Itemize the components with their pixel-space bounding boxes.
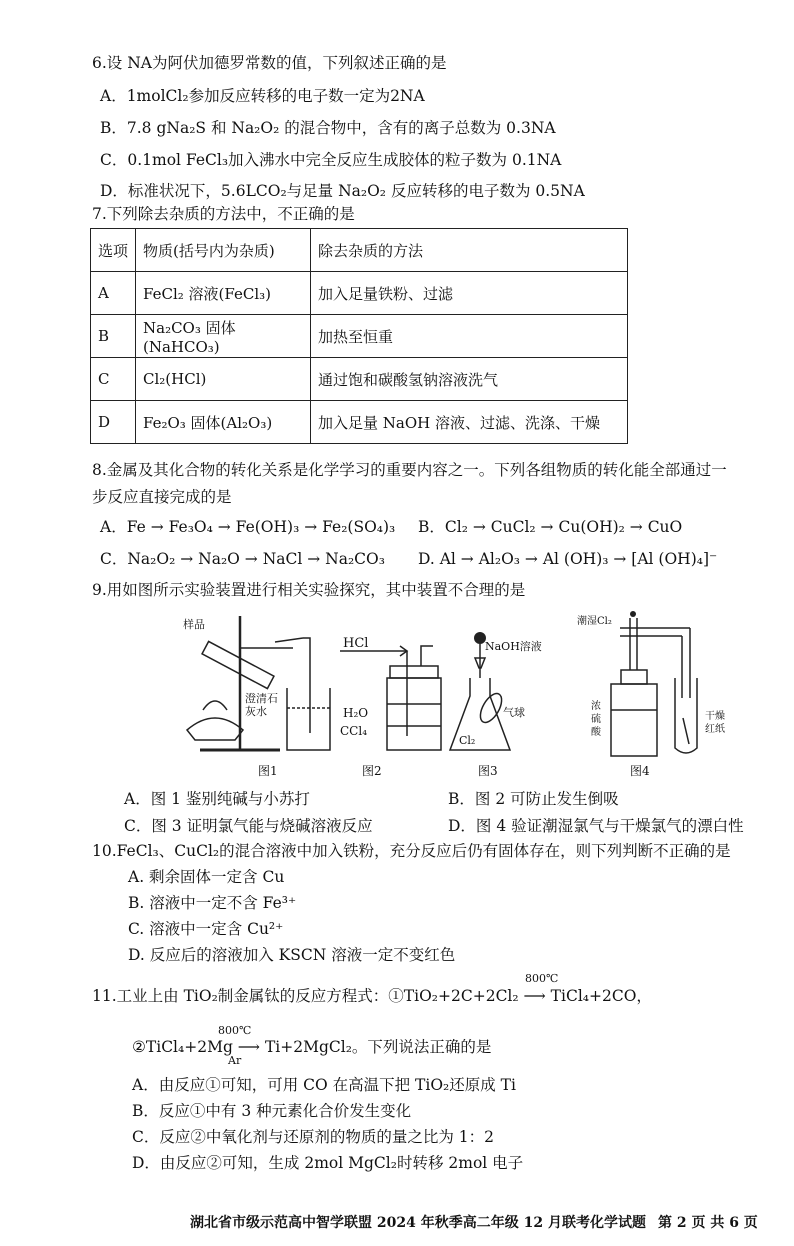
table-header-row xyxy=(91,229,628,272)
q6-option-a: A．1molCl₂参加反应转移的电子数一定为2NA xyxy=(100,87,425,105)
q8-option-c: C．Na₂O₂ → Na₂O → NaCl → Na₂CO₃ xyxy=(100,550,385,568)
q7-table xyxy=(90,228,628,444)
table-row xyxy=(91,272,628,315)
q8-option-d: D. Al → Al₂O₃ → Al (OH)₃ → [Al (OH)₄]⁻ xyxy=(418,550,718,568)
q11-condition-1: 800℃ xyxy=(525,972,559,985)
table-header-cell: 选项 xyxy=(91,229,136,272)
label-hcl: HCl xyxy=(343,636,369,651)
table-cell: 加入足量铁粉、过滤 xyxy=(311,272,628,315)
caption-fig2: 图2 xyxy=(362,764,382,778)
q11-option-a: A．由反应①可知，可用 CO 在高温下把 TiO₂还原成 Ti xyxy=(132,1076,516,1094)
table-cell: D xyxy=(91,401,136,444)
label-h2o: H₂O xyxy=(343,706,369,720)
table-cell: 通过饱和碳酸氢钠溶液洗气 xyxy=(311,358,628,401)
table-cell: 加入足量 NaOH 溶液、过滤、洗涤、干燥 xyxy=(311,401,628,444)
table-row xyxy=(91,315,628,358)
table-cell: 加热至恒重 xyxy=(311,315,628,358)
table-cell: C xyxy=(91,358,136,401)
q9-apparatus-figure xyxy=(175,608,755,778)
q10-option-c: C. 溶液中一定含 Cu²⁺ xyxy=(128,920,284,938)
label-wet-cl2: 潮湿Cl₂ xyxy=(577,616,612,627)
footer-title: 湖北省市级示范高中智学联盟 2024 年秋季高二年级 12 月联考化学试题 xyxy=(190,1215,646,1231)
q11-equation-2: ②TiCl₄+2Mg ⟶ Ti+2MgCl₂。下列说法正确的是 xyxy=(132,1038,492,1056)
table-header-cell: 除去杂质的方法 xyxy=(311,229,628,272)
q10-option-a: A. 剩余固体一定含 Cu xyxy=(128,868,285,886)
table-row xyxy=(91,401,628,444)
q10-option-b: B. 溶液中一定不含 Fe³⁺ xyxy=(128,894,297,912)
q9-option-c: C．图 3 证明氯气能与烧碱溶液反应 xyxy=(124,817,373,835)
label-balloon: 气球 xyxy=(503,706,525,719)
table-cell: Na₂CO₃ 固体(NaHCO₃) xyxy=(136,315,311,358)
q11-option-c: C．反应②中氧化剂与还原剂的物质的量之比为 1：2 xyxy=(132,1128,495,1146)
q11-condition-2-top: 800℃ xyxy=(218,1024,252,1037)
table-row xyxy=(91,358,628,401)
q10-stem: 10.FeCl₃、CuCl₂的混合溶液中加入铁粉，充分反应后仍有固体存在，则下列判断不正确的是 xyxy=(92,842,731,860)
label-naoh: NaOH溶液 xyxy=(485,640,542,653)
table-cell: A xyxy=(91,272,136,315)
q8-stem-line1: 8.金属及其化合物的转化关系是化学学习的重要内容之一。下列各组物质的转化能全部通过一 xyxy=(92,461,727,479)
q9-option-d: D．图 4 验证潮湿氯气与干燥氯气的漂白性 xyxy=(448,817,744,835)
label-ccl4: CCl₄ xyxy=(340,724,368,738)
table-cell: Fe₂O₃ 固体(Al₂O₃) xyxy=(136,401,311,444)
caption-fig3: 图3 xyxy=(478,764,498,778)
q11-option-b: B．反应①中有 3 种元素化合价发生变化 xyxy=(132,1102,412,1120)
q6-stem: 6.设 NA为阿伏加德罗常数的值，下列叙述正确的是 xyxy=(92,54,447,72)
q8-option-a: A．Fe → Fe₃O₄ → Fe(OH)₃ → Fe₂(SO₄)₃ xyxy=(100,518,396,536)
q7-stem: 7.下列除去杂质的方法中，不正确的是 xyxy=(92,205,355,223)
q6-option-d: D．标准状况下，5.6LCO₂与足量 Na₂O₂ 反应转移的电子数为 0.5NA xyxy=(100,182,585,200)
q8-stem-line2: 步反应直接完成的是 xyxy=(92,488,232,506)
q6-option-b: B．7.8 gNa₂S 和 Na₂O₂ 的混合物中，含有的离子总数为 0.3NA xyxy=(100,119,556,137)
page-number: 第 2 页 共 6 页 xyxy=(657,1215,758,1231)
caption-fig1: 图1 xyxy=(258,764,278,778)
label-dry-paper: 干燥红纸 xyxy=(705,711,725,735)
caption-fig4: 图4 xyxy=(630,764,650,778)
table-cell: FeCl₂ 溶液(FeCl₃) xyxy=(136,272,311,315)
q9-stem: 9.用如图所示实验装置进行相关实验探究，其中装置不合理的是 xyxy=(92,581,526,599)
q10-option-d: D. 反应后的溶液加入 KSCN 溶液一定不变红色 xyxy=(128,946,456,964)
label-sample: 样品 xyxy=(183,618,205,631)
q11-stem: 11.工业上由 TiO₂制金属钛的反应方程式：①TiO₂+2C+2Cl₂ ⟶ TiCl₄+2CO， xyxy=(92,987,652,1005)
q11-option-d: D．由反应②可知，生成 2mol MgCl₂时转移 2mol 电子 xyxy=(132,1154,524,1172)
table-cell: B xyxy=(91,315,136,358)
q6-option-c: C．0.1mol FeCl₃加入沸水中完全反应生成胶体的粒子数为 0.1NA xyxy=(100,151,562,169)
table-cell: Cl₂(HCl) xyxy=(136,358,311,401)
label-limewater: 澄清石灰水 xyxy=(245,692,278,718)
q9-option-a: A．图 1 鉴别纯碱与小苏打 xyxy=(124,790,310,808)
label-cl2: Cl₂ xyxy=(459,734,476,747)
table-header-cell: 物质(括号内为杂质) xyxy=(136,229,311,272)
label-conc-acid: 浓硫酸 xyxy=(591,701,601,738)
q8-option-b: B．Cl₂ → CuCl₂ → Cu(OH)₂ → CuO xyxy=(418,518,683,536)
page-footer xyxy=(190,1212,758,1232)
q11-condition-2-bottom: Ar xyxy=(228,1054,242,1067)
q9-option-b: B．图 2 可防止发生倒吸 xyxy=(448,790,619,808)
